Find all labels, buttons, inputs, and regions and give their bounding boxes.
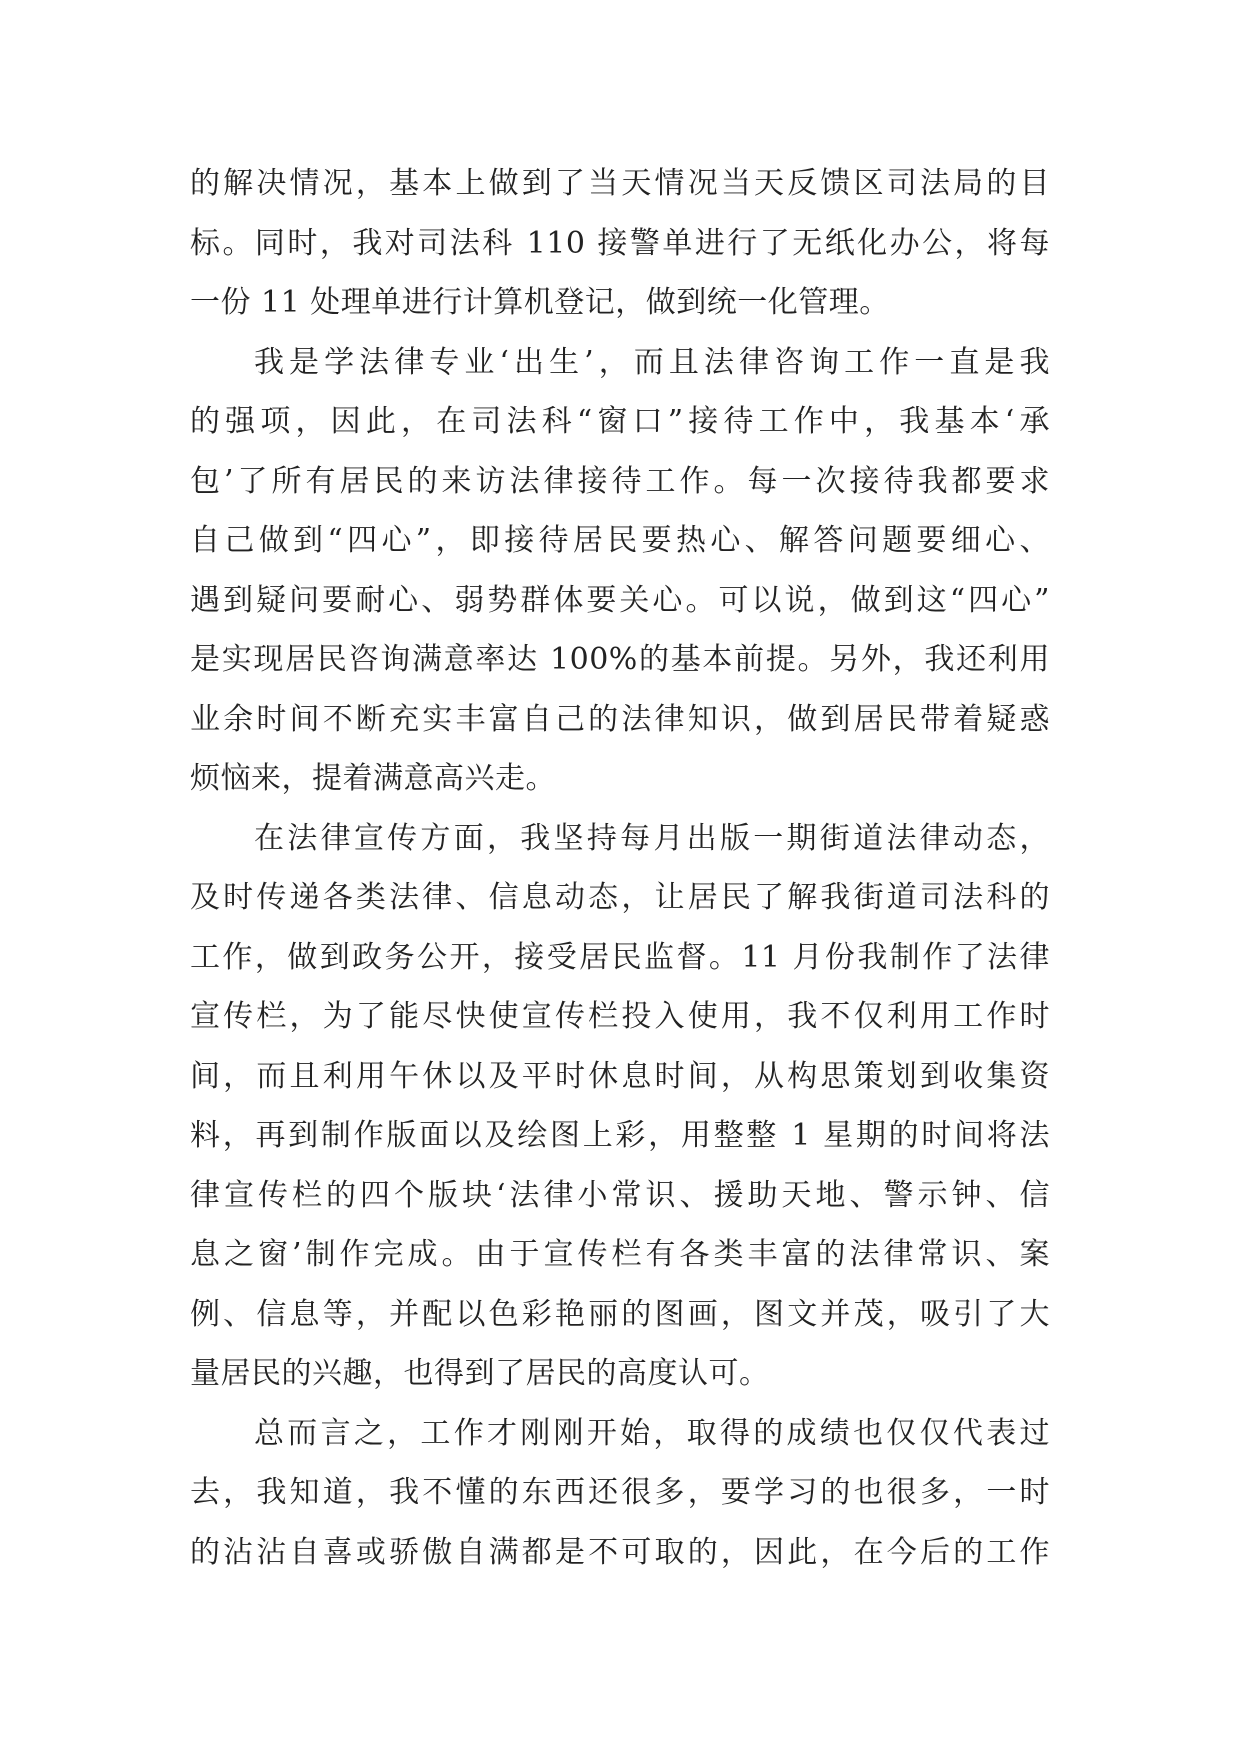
body-line: 去，我知道，我不懂的东西还很多，要学习的也很多，一时 — [190, 1475, 1050, 1510]
body-line: 是实现居民咨询满意率达 100%的基本前提。另外，我还利用 — [190, 642, 1050, 677]
body-line: 的强项，因此，在司法科“窗口”接待工作中，我基本‘承 — [190, 404, 1050, 439]
body-line: 业余时间不断充实丰富自己的法律知识，做到居民带着疑惑 — [190, 701, 1050, 737]
body-line: 的解决情况，基本上做到了当天情况当天反馈区司法局的目 — [190, 166, 1050, 201]
body-line: 包’了所有居民的来访法律接待工作。每一次接待我都要求 — [190, 463, 1050, 499]
body-line: 息之窗’制作完成。由于宣传栏有各类丰富的法律常识、案 — [190, 1237, 1050, 1272]
document-body — [190, 154, 1050, 1582]
body-line: 烦恼来，提着满意高兴走。 — [190, 761, 556, 796]
body-line: 在法律宣传方面，我坚持每月出版一期街道法律动态， — [254, 820, 1050, 856]
body-line: 例、信息等，并配以色彩艳丽的图画，图文并茂，吸引了大 — [190, 1296, 1050, 1332]
body-line: 总而言之，工作才刚刚开始，取得的成绩也仅仅代表过 — [254, 1415, 1050, 1451]
body-line: 料，再到制作版面以及绘图上彩，用整整 1 星期的时间将法 — [190, 1118, 1050, 1153]
body-line: 标。同时，我对司法科 110 接警单进行了无纸化办公，将每 — [190, 225, 1050, 261]
body-line: 律宣传栏的四个版块‘法律小常识、援助天地、警示钟、信 — [190, 1177, 1050, 1213]
body-line: 的沾沾自喜或骄傲自满都是不可取的，因此，在今后的工作 — [190, 1534, 1050, 1570]
body-line: 间，而且利用午休以及平时休息时间，从构思策划到收集资 — [190, 1058, 1050, 1094]
body-line: 自己做到“四心”，即接待居民要热心、解答问题要细心、 — [190, 523, 1050, 558]
body-line: 遇到疑问要耐心、弱势群体要关心。可以说，做到这“四心” — [190, 582, 1050, 618]
body-line: 宣传栏，为了能尽快使宣传栏投入使用，我不仅利用工作时 — [190, 999, 1050, 1034]
body-line: 量居民的兴趣，也得到了居民的高度认可。 — [190, 1356, 770, 1391]
body-line: 我是学法律专业‘出生’，而且法律咨询工作一直是我 — [254, 344, 1050, 380]
body-line: 及时传递各类法律、信息动态，让居民了解我街道司法科的 — [190, 880, 1050, 915]
body-line: 一份 11 处理单进行计算机登记，做到统一化管理。 — [190, 285, 890, 320]
body-line: 工作，做到政务公开，接受居民监督。11 月份我制作了法律 — [190, 939, 1050, 975]
